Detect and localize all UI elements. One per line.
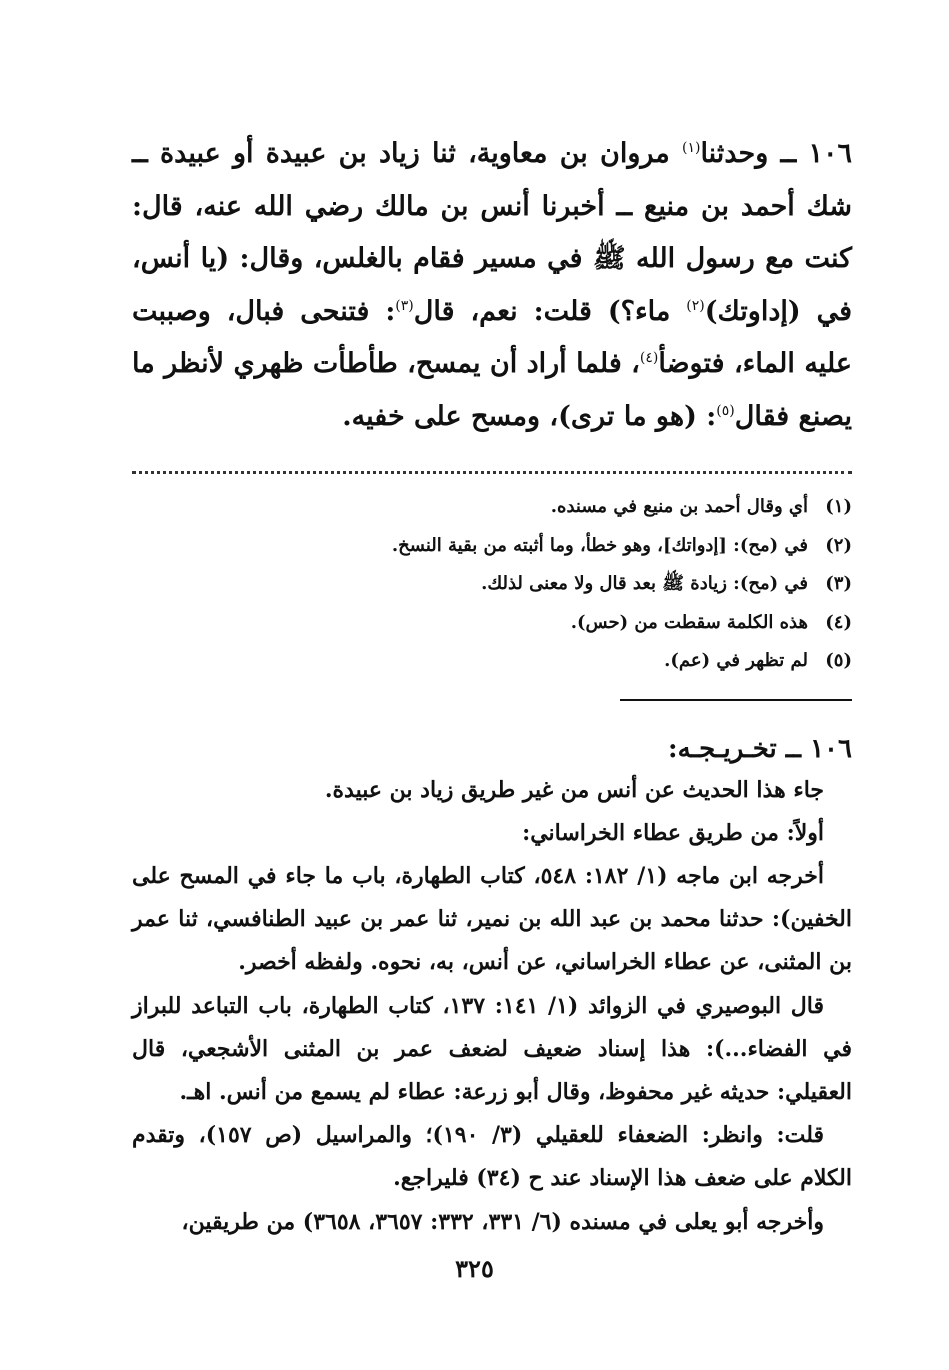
hadith-text-part-3: ماء؟) قلت: نعم، قال bbox=[413, 295, 687, 327]
footnote-ref-3[interactable]: (٣) bbox=[395, 297, 414, 314]
takhrij-paragraph: وأخرجه أبو يعلى في مسنده (٦/ ٣٣١، ٣٣٢: ٣٦٥٧، ٣٦٥٨) من طريقين، bbox=[181, 1208, 824, 1235]
footnote-number: (٢) bbox=[825, 534, 852, 556]
hadith-text bbox=[132, 128, 852, 443]
footnote-number: (٥) bbox=[825, 650, 852, 671]
footnote-text: أي وقال أحمد بن منيع في مسنده. bbox=[550, 496, 808, 517]
footnote-text: في (مح): [إدواتك]، وهو خطأ، وما أثبته من بقية النسخ. bbox=[391, 534, 808, 556]
takhrij-paragraph: قال البوصيري في الزوائد (١/ ١٤١: ١٣٧، كتاب الطهارة، باب التباعد للبراز في الفضاء...): هذا إسناد ضعيف لضعف عمر بن المثنى الأشجعي، قال العقيلي: حديثه غير محفوظ، وقال أبو زرعة: عطاء لم يسمع من أنس. اهـ. bbox=[132, 992, 852, 1105]
footnote-ref-2[interactable]: (٢) bbox=[686, 297, 705, 314]
takhrij-paragraph: قلت: وانظر: الضعفاء للعقيلي (٣/ ١٩٠)؛ والمراسيل (ص ١٥٧)، وتقدم الكلام على ضعف هذا الإسناد عند ح (٣٤) فليراجع. bbox=[132, 1122, 852, 1192]
hadith-text-part-6: : (هو ما ترى)، ومسح على خفيه. bbox=[342, 400, 717, 432]
takhrij-section bbox=[132, 769, 852, 1244]
footnote-item bbox=[132, 527, 852, 566]
footnote-number: (١) bbox=[825, 496, 852, 517]
footnote-item bbox=[132, 604, 852, 643]
hadith-text-part-4: : فتنحى فبال، وصببت عليه الماء، فتوضأ bbox=[132, 295, 852, 379]
footnote-text: في (مح): زيادة ﷺ بعد قال ولا معنى لذلك. bbox=[481, 573, 808, 594]
hadith-dash: ــ bbox=[768, 138, 809, 169]
footnote-item bbox=[132, 488, 852, 527]
footnote-item bbox=[132, 565, 852, 604]
footnote-item bbox=[132, 642, 852, 681]
hadith-text-part-2: مروان بن معاوية، ثنا زياد بن عبيدة أو عبيدة ــ شك أحمد بن منيع ــ أخبرنا أنس بن مالك رضي الله عنه، قال: كنت مع رسول الله ﷺ في مسير فقام بالغلس، وقال: (يا أنس، في (إداوتك) bbox=[132, 138, 852, 327]
hadith-text-part-1: وحدثنا bbox=[700, 138, 769, 169]
footnote-separator-dots bbox=[132, 451, 852, 474]
hadith-number: ١٠٦ bbox=[808, 138, 852, 169]
takhrij-heading: ١٠٦ ــ تخـريـجـه: bbox=[667, 733, 852, 764]
takhrij-paragraph: جاء هذا الحديث عن أنس من غير طريق زياد بن عبيدة. bbox=[324, 776, 824, 803]
takhrij-paragraph: أخرجه ابن ماجه (١/ ١٨٢: ٥٤٨، كتاب الطهارة، باب ما جاء في المسح على الخفين): حدثنا محمد بن عبد الله بن نمير، ثنا عمر بن عبيد الطنافسي، ثنا عمر بن المثنى، عن عطاء الخراساني، عن أنس، به، نحوه. ولفظه أخصر. bbox=[132, 862, 852, 976]
footnote-number: (٣) bbox=[825, 573, 852, 594]
hadith-paragraph bbox=[132, 128, 852, 443]
footnote-ref-1[interactable]: (١) bbox=[681, 140, 701, 156]
footnote-ref-5[interactable]: (٥) bbox=[716, 402, 735, 419]
footnote-number: (٤) bbox=[825, 611, 852, 633]
hadith-text-part-5: ، فلما أراد أن يمسح، طأطأت ظهري لأنظر ما يصنع فقال bbox=[132, 348, 852, 432]
takhrij-paragraph: أولاً: من طريق عطاء الخراساني: bbox=[522, 819, 824, 846]
page-number: ٣٢٥ bbox=[455, 1254, 494, 1283]
page-body bbox=[132, 128, 852, 1244]
section-divider bbox=[620, 699, 852, 701]
footnote-ref-4[interactable]: (٤) bbox=[639, 350, 659, 366]
footnote-text: لم تظهر في (عم). bbox=[664, 650, 808, 671]
footnote-text: هذه الكلمة سقطت من (حس). bbox=[570, 611, 808, 633]
footnotes-list bbox=[132, 488, 852, 681]
